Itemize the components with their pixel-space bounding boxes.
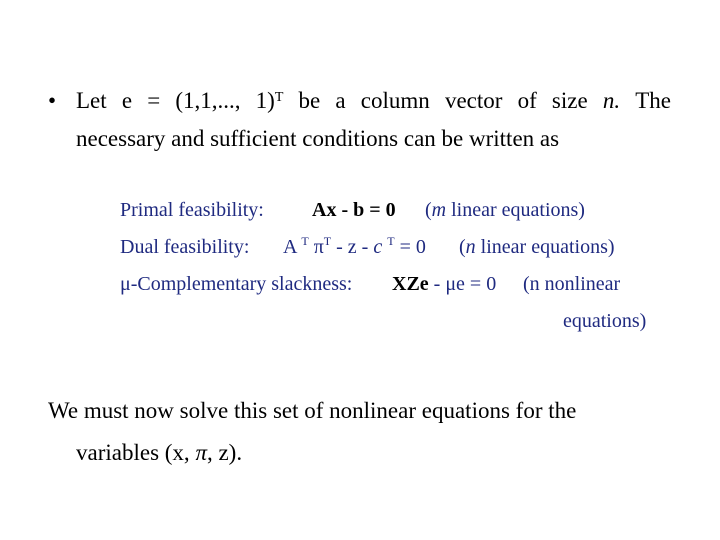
word: of bbox=[517, 88, 537, 113]
complementary-note-line-1: (n nonlinear bbox=[523, 273, 621, 295]
complementary-equation: XZe - μe = 0 bbox=[392, 273, 497, 295]
word: Let bbox=[76, 88, 107, 113]
word: 1)$^T$ bbox=[255, 88, 284, 113]
transpose-superscript: T bbox=[274, 90, 284, 105]
word: column bbox=[360, 88, 430, 113]
complementary-note-line-2: equations) bbox=[563, 310, 647, 332]
word: The bbox=[635, 88, 671, 113]
word: e bbox=[121, 88, 133, 113]
bullet-marker: • bbox=[48, 88, 57, 113]
word: (1,1,..., bbox=[175, 88, 241, 113]
word: size bbox=[551, 88, 588, 113]
word: vector bbox=[444, 88, 503, 113]
primal-equation: Ax - b = 0 bbox=[312, 199, 396, 221]
complementary-label: μ-Complementary slackness: bbox=[120, 273, 353, 295]
dual-feasibility-row bbox=[120, 236, 249, 259]
conclusion-line-2: variables (x, π, z). bbox=[76, 440, 243, 465]
dual-equation: A $^T$ $\pi^T$ - z - c $^T$ = 0 bbox=[283, 234, 426, 258]
bullet-line-1 bbox=[76, 82, 671, 120]
dual-label: Dual feasibility: bbox=[120, 236, 250, 258]
complementary-slackness-row bbox=[120, 273, 352, 296]
primal-label: Primal feasibility: bbox=[120, 199, 264, 221]
word: = bbox=[147, 88, 161, 113]
conclusion-paragraph bbox=[48, 390, 576, 474]
dual-note: (n linear equations) bbox=[459, 236, 615, 258]
bullet-line-2: necessary and sufficient conditions can be written as bbox=[76, 126, 560, 151]
word: be bbox=[298, 88, 321, 113]
word: a bbox=[335, 88, 346, 113]
word: n. bbox=[602, 88, 621, 113]
conclusion-line-1: We must now solve this set of nonlinear equations for the bbox=[48, 398, 577, 423]
primal-note: (m linear equations) bbox=[425, 199, 585, 221]
primal-feasibility-row bbox=[120, 199, 264, 222]
